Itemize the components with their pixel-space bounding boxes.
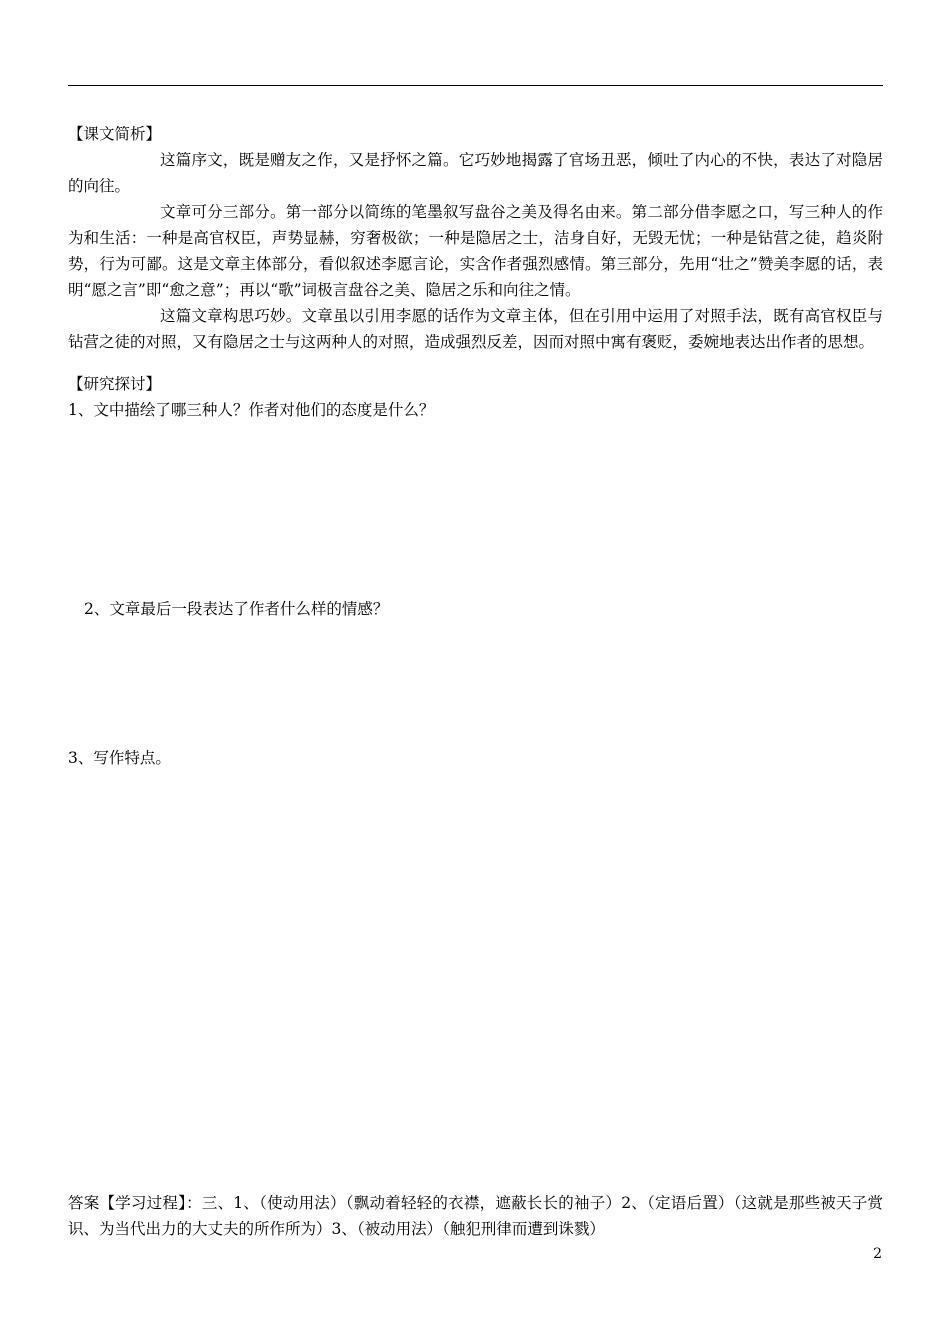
header-rule	[68, 85, 883, 86]
question-1: 1、文中描绘了哪三种人？作者对他们的态度是什么？	[68, 401, 435, 419]
question-3: 3、写作特点。	[68, 749, 171, 767]
answer-text: 答案【学习过程】：三、1、（使动用法）（飘动着轻轻的衣襟，遮蔽长长的袖子）2、（定语后置）（这就是那些被天子赏识、为当代出力的大丈夫的所作所为）3、（被动用法）（触犯刑律而遭到诛戮）	[68, 1194, 883, 1238]
analysis-paragraph-2: 文章可分三部分。第一部分以简练的笔墨叙写盘谷之美及得名由来。第二部分借李愿之口，写三种人的作为和生活：一种是高官权臣，声势显赫，穷奢极欲；一种是隐居之士，洁身自好，无毁无忧；一种是钻营之徒，趋炎附势，行为可鄙。这是文章主体部分，看似叙述李愿言论，实含作者强烈感情。第三部分，先用“壮之”赞美李愿的话，表明“愿之言”即“愈之意”；再以“歌”词极言盘谷之美、隐居之乐和向往之情。	[68, 203, 883, 299]
section-heading-analysis: 【课文简析】	[68, 125, 162, 143]
analysis-body	[68, 147, 883, 355]
question-2: 2、文章最后一段表达了作者什么样的情感？	[84, 600, 389, 618]
section-heading-discussion: 【研究探讨】	[68, 375, 162, 393]
analysis-paragraph-3: 这篇文章构思巧妙。文章虽以引用李愿的话作为文章主体，但在引用中运用了对照手法，既有高官权臣与钻营之徒的对照，又有隐居之士与这两种人的对照，造成强烈反差，因而对照中寓有褒贬，委婉地表达出作者的思想。	[68, 307, 883, 351]
page-number: 2	[873, 1246, 882, 1262]
analysis-paragraph-1: 这篇序文，既是赠友之作，又是抒怀之篇。它巧妙地揭露了官场丑恶，倾吐了内心的不快，表达了对隐居的向往。	[68, 151, 883, 195]
